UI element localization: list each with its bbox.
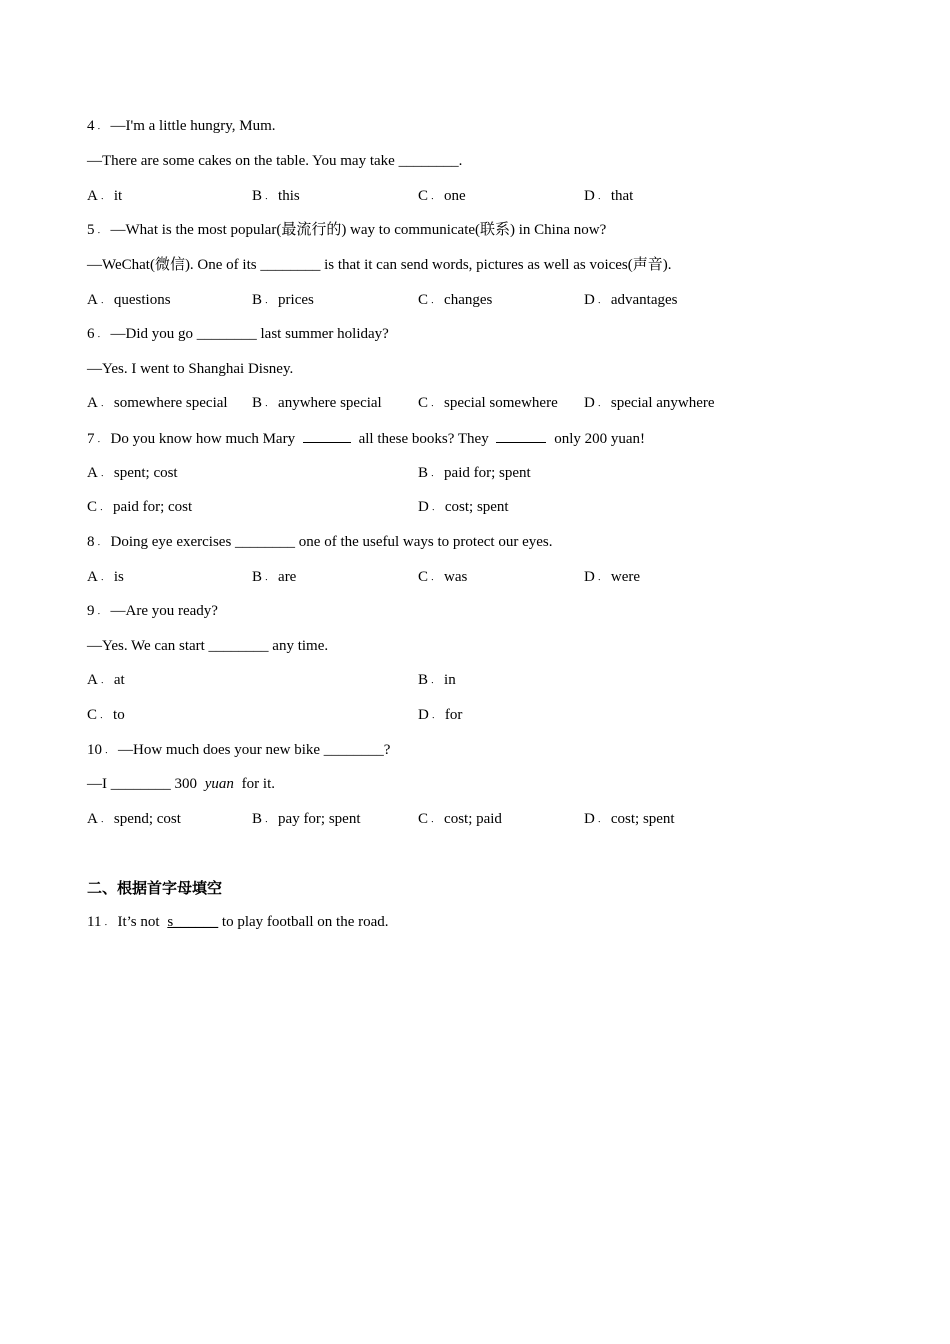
option-b[interactable]: B ． are xyxy=(252,569,297,585)
option-d[interactable]: D ． advantages xyxy=(584,292,678,308)
answer-blank[interactable]: s______ xyxy=(167,914,219,930)
option-d[interactable]: D ． cost; spent xyxy=(418,499,509,515)
question-11: 11 ． It’s not s______ to play football on the road. xyxy=(87,914,389,930)
question-8: 8 ． Doing eye exercises ________ one of the useful ways to protect our eyes. xyxy=(87,534,553,550)
option-c[interactable]: C ． cost; paid xyxy=(418,811,502,827)
option-b[interactable]: B ． paid for; spent xyxy=(418,465,531,481)
option-d[interactable]: D ． for xyxy=(418,707,463,723)
question-text: —How much does your new bike ________? xyxy=(118,742,391,758)
option-b[interactable]: B ． prices xyxy=(252,292,314,308)
option-a[interactable]: A ． it xyxy=(87,188,123,204)
question-5-line2: —WeChat(微信). One of its ________ is that it can send words, pictures as well as voices(声音). xyxy=(87,257,672,273)
option-c[interactable]: C ． changes xyxy=(418,292,493,308)
answer-blank[interactable] xyxy=(496,428,546,443)
question-text: —What is the most popular(最流行的) way to communicate(联系) in China now? xyxy=(110,222,607,238)
option-b[interactable]: B ． anywhere special xyxy=(252,395,382,411)
answer-blank[interactable] xyxy=(303,428,351,443)
question-5: 5 ． —What is the most popular(最流行的) way to communicate(联系) in China now? xyxy=(87,222,607,238)
option-a[interactable]: A ． questions xyxy=(87,292,171,308)
question-text: Doing eye exercises ________ one of the useful ways to protect our eyes. xyxy=(110,534,553,550)
question-number: 6 xyxy=(87,326,95,342)
question-7: 7 ． Do you know how much Mary all these books? They only 200 yuan! xyxy=(87,428,645,448)
question-4-line2: —There are some cakes on the table. You may take ________. xyxy=(87,153,463,169)
question-number: 11 xyxy=(87,914,102,930)
question-number: 4 xyxy=(87,118,95,134)
option-a[interactable]: A ． spend; cost xyxy=(87,811,181,827)
option-b[interactable]: B ． in xyxy=(418,672,456,688)
question-4: 4 ． —I'm a little hungry, Mum. xyxy=(87,118,276,134)
option-c[interactable]: C ． one xyxy=(418,188,466,204)
section-title: 二、根据首字母填空 xyxy=(87,879,223,897)
option-a[interactable]: A ． is xyxy=(87,569,124,585)
question-10-line2: —I ________ 300 yuan for it. xyxy=(87,776,275,792)
option-d[interactable]: D ． special anywhere xyxy=(584,395,715,411)
option-c[interactable]: C ． paid for; cost xyxy=(87,499,193,515)
option-b[interactable]: B ． this xyxy=(252,188,300,204)
option-a[interactable]: A ． spent; cost xyxy=(87,465,178,481)
option-a[interactable]: A ． somewhere special xyxy=(87,395,228,411)
question-6: 6 ． —Did you go ________ last summer holiday? xyxy=(87,326,389,342)
question-9-line2: —Yes. We can start ________ any time. xyxy=(87,638,329,654)
option-a[interactable]: A ． at xyxy=(87,672,125,688)
question-10: 10 ． —How much does your new bike ________? xyxy=(87,742,391,758)
option-c[interactable]: C ． to xyxy=(87,707,125,723)
option-d[interactable]: D ． that xyxy=(584,188,634,204)
option-c[interactable]: C ． special somewhere xyxy=(418,395,558,411)
question-number: 9 xyxy=(87,603,95,619)
question-number: 5 xyxy=(87,222,95,238)
question-text: —Did you go ________ last summer holiday? xyxy=(110,326,389,342)
option-c[interactable]: C ． was xyxy=(418,569,468,585)
question-number: 8 xyxy=(87,534,95,550)
question-number: 7 xyxy=(87,431,95,447)
question-9: 9 ． —Are you ready? xyxy=(87,603,218,619)
option-d[interactable]: D ． cost; spent xyxy=(584,811,675,827)
question-6-line2: —Yes. I went to Shanghai Disney. xyxy=(87,361,294,377)
option-b[interactable]: B ． pay for; spent xyxy=(252,811,361,827)
question-number: 10 xyxy=(87,742,102,758)
question-text: —Are you ready? xyxy=(110,603,218,619)
question-text: —I'm a little hungry, Mum. xyxy=(110,118,276,134)
option-d[interactable]: D ． were xyxy=(584,569,641,585)
